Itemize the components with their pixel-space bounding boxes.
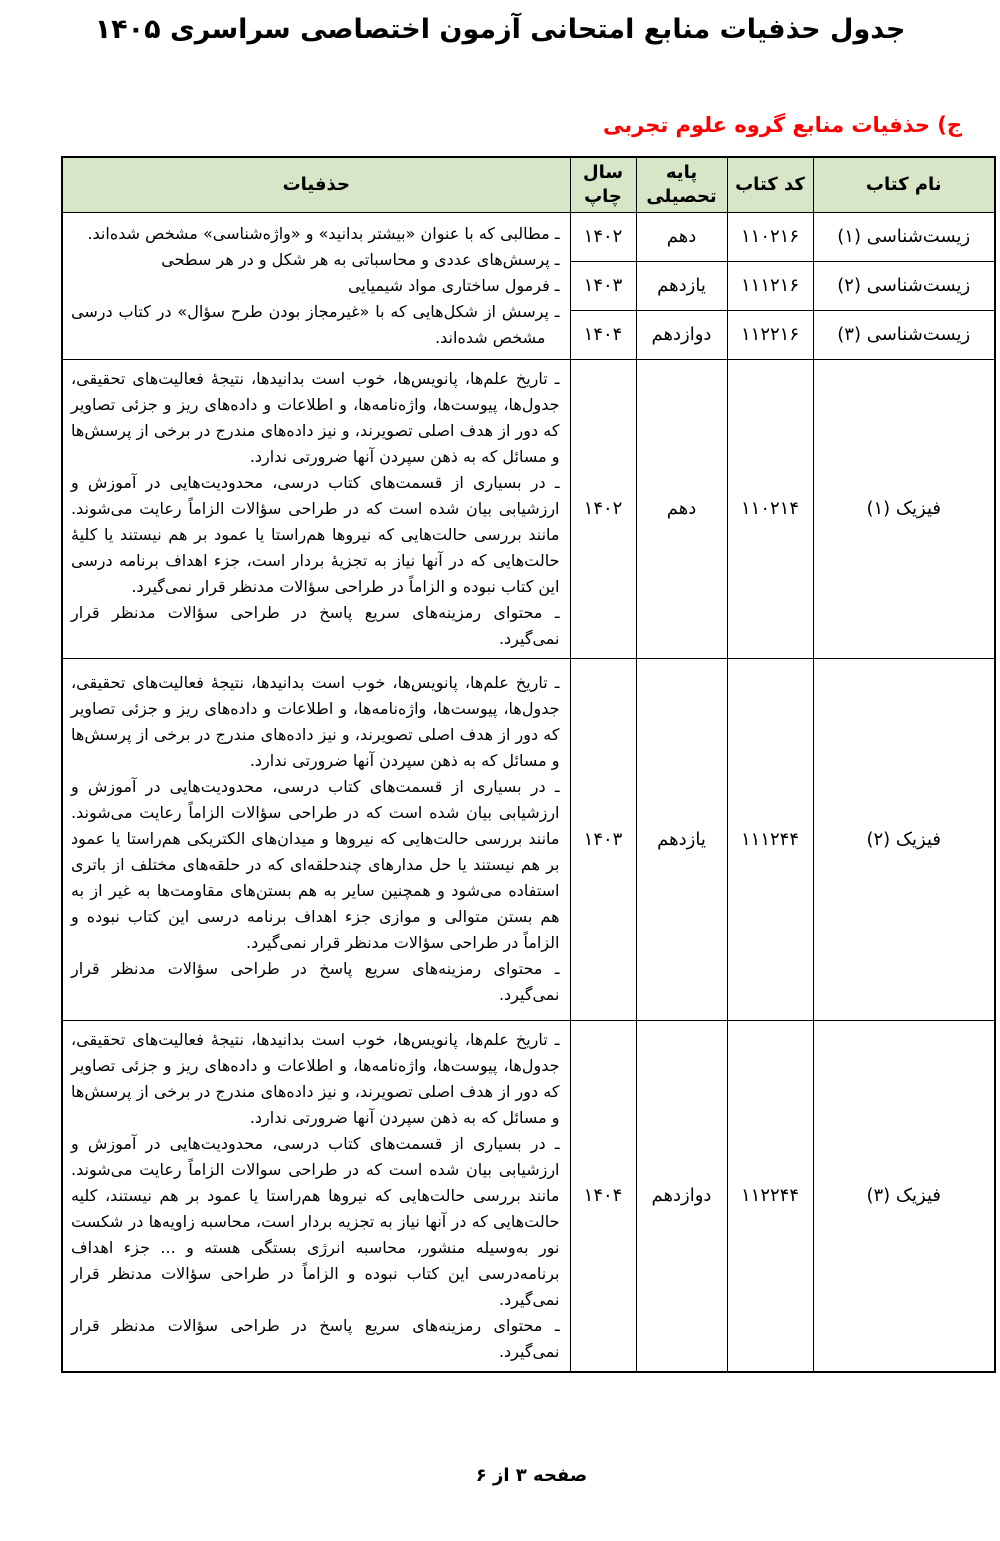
book-code-cell: ۱۱۱۲۱۶	[727, 261, 813, 310]
deletion-item: ـ فرمول ساختاری مواد شیمیایی	[348, 275, 560, 295]
deletion-item: ـ در بسیاری از قسمت‌های کتاب درسی، محدودیت‌هایی در آموزش و ارزشیابی بیان شده است که در طراحی سؤالات الزاماً رعایت می‌شوند. مانند بررسی حالت‌هایی که نیروها هم‌راستا یا عمود بر هم نیستند یا کلیهٔ حالت‌هایی که در آنها نیاز به تجزیهٔ بردار است، جزء اهداف برنامه درسی این کتاب نبوده و الزاماً در طراحی سؤالات مدنظر قرار نمی‌گیرد.	[71, 472, 560, 596]
book-code-cell: ۱۱۲۲۴۴	[727, 1020, 813, 1372]
column-header-book-code: کد کتاب	[727, 157, 813, 212]
book-name-cell: زیست‌شناسی (۱)	[813, 212, 995, 261]
print-year-cell: ۱۴۰۲	[570, 359, 636, 658]
book-name-cell: زیست‌شناسی (۳)	[813, 310, 995, 359]
deletion-item: ـ تاریخ علم‌ها، پانویس‌ها، خوب است بدانیدها، نتیجهٔ فعالیت‌های تحقیقی، جدول‌ها، پیوست‌ها، واژه‌نامه‌ها، و اطلاعات و داده‌های ریز و جزئی تصاویر که دور از هدف اصلی تصویرند، و نیز داده‌های مندرج در برخی از پرسش‌ها و مسائل که به ذهن سپردن آنها ضرورتی ندارد.	[71, 1029, 560, 1127]
table-row-biology-1	[62, 212, 995, 261]
deletion-item: ـ محتوای رمزینه‌های سریع پاسخ در طراحی سؤالات مدنظر قرار نمی‌گیرد.	[71, 602, 560, 648]
header-row	[62, 157, 995, 212]
grade-cell: دوازدهم	[636, 310, 727, 359]
column-header-grade: پایه تحصیلی	[636, 157, 727, 212]
book-code-cell: ۱۱۰۲۱۶	[727, 212, 813, 261]
page-title: جدول حذفیات منابع امتحانی آزمون اختصاصی سراسری ۱۴۰۵	[94, 14, 906, 45]
deletions-cell-physics-2	[62, 658, 570, 1020]
column-header-book-name: نام کتاب	[813, 157, 995, 212]
deletion-item: ـ پرسش‌های عددی و محاسباتی به هر شکل و در هر سطحی	[161, 249, 560, 269]
print-year-cell: ۱۴۰۲	[570, 212, 636, 261]
print-year-cell: ۱۴۰۳	[570, 261, 636, 310]
print-year-cell: ۱۴۰۴	[570, 310, 636, 359]
deletion-item: ـ محتوای رمزینه‌های سریع پاسخ در طراحی سؤالات مدنظر قرار نمی‌گیرد.	[71, 959, 560, 1004]
table-row-physics-2	[62, 658, 995, 1020]
sources-table	[61, 156, 996, 1373]
book-name-cell: فیزیک (۲)	[813, 658, 995, 1020]
column-header-deletions: حذفیات	[62, 157, 570, 212]
deletion-item: ـ پرسش از شکل‌هایی که با «غیرمجاز بودن طرح سؤال» در کتاب درسی مشخص شده‌اند.	[71, 301, 560, 347]
book-code-cell: ۱۱۰۲۱۴	[727, 359, 813, 658]
print-year-cell: ۱۴۰۴	[570, 1020, 636, 1372]
deletion-item: ـ تاریخ علم‌ها، پانویس‌ها، خوب است بدانیدها، نتیجهٔ فعالیت‌های تحقیقی، جدول‌ها، پیوست‌ها، واژه‌نامه‌ها، و اطلاعات و داده‌های ریز و جزئی تصاویر که دور از هدف اصلی تصویرند، و نیز داده‌های مندرج در برخی از پرسش‌ها و مسائل که به ذهن سپردن آنها ضرورتی ندارد.	[71, 673, 560, 770]
book-name-cell: فیزیک (۱)	[813, 359, 995, 658]
grade-cell: دهم	[636, 359, 727, 658]
grade-cell: یازدهم	[636, 261, 727, 310]
print-year-cell: ۱۴۰۳	[570, 658, 636, 1020]
book-name-cell: زیست‌شناسی (۲)	[813, 261, 995, 310]
deletion-item: ـ در بسیاری از قسمت‌های کتاب درسی، محدودیت‌هایی در آموزش و ارزشیابی بیان شده است که در طراحی سؤالات الزاماً رعایت می‌شوند. مانند بررسی حالت‌هایی که نیروها و میدان‌های الکتریکی هم‌راستا یا عمود بر هم نیستند یا حل مدارهای چندحلقه‌ای که در حلقه‌های مختلف از باتری استفاده می‌شود و همچنین سایر به هم بستن‌های مقاومت‌ها به غیر از به هم بستن متوالی و موازی جزء اهداف برنامه درسی این کتاب نبوده و الزاماً در طراحی سؤالات مدنظر قرار نمی‌گیرد.	[71, 777, 560, 952]
deletion-item: ـ تاریخ علم‌ها، پانویس‌ها، خوب است بدانیدها، نتیجهٔ فعالیت‌های تحقیقی، جدول‌ها، پیوست‌ها، واژه‌نامه‌ها، و اطلاعات و داده‌های ریز و جزئی تصاویر که دور از هدف اصلی تصویرند، و نیز داده‌های مندرج در برخی از پرسش‌ها و مسائل که به ذهن سپردن آنها ضرورتی ندارد.	[71, 368, 560, 466]
page-footer: صفحه ۳ از ۶	[475, 1465, 588, 1486]
column-header-print-year: سال چاپ	[570, 157, 636, 212]
book-name-cell: فیزیک (۳)	[813, 1020, 995, 1372]
deletion-item: ـ مطالبی که با عنوان «بیشتر بدانید» و «واژه‌شناسی» مشخص شده‌اند.	[87, 223, 560, 243]
table-row-physics-3	[62, 1020, 995, 1372]
book-code-cell: ۱۱۱۲۴۴	[727, 658, 813, 1020]
deletion-item: ـ در بسیاری از قسمت‌های کتاب درسی، محدودیت‌هایی در آموزش و ارزشیابی بیان شده است که در طراحی سوالات الزاماً رعایت می‌شوند. مانند بررسی حالت‌هایی که نیروها هم‌راستا یا عمود بر هم نیستند، کلیه حالت‌هایی که در آنها نیاز به تجزیه بردار است، محاسبه زاویه‌ها در شکست نور به‌وسیله منشور، محاسبه انرژی بستگی هسته و ... جزء اهداف برنامه‌درسی این کتاب نبوده و الزاماً در طراحی سؤالات مدنظر قرار نمی‌گیرد.	[71, 1133, 560, 1309]
deletions-cell-physics-3	[62, 1020, 570, 1372]
grade-cell: دهم	[636, 212, 727, 261]
deletions-cell-physics-1	[62, 359, 570, 658]
grade-cell: یازدهم	[636, 658, 727, 1020]
section-heading: ج) حذفیات منابع گروه علوم تجربی	[603, 113, 962, 137]
deletion-item: ـ محتوای رمزینه‌های سریع پاسخ در طراحی سؤالات مدنظر قرار نمی‌گیرد.	[71, 1315, 560, 1361]
grade-cell: دوازدهم	[636, 1020, 727, 1372]
book-code-cell: ۱۱۲۲۱۶	[727, 310, 813, 359]
deletions-cell-biology	[62, 212, 570, 359]
table-row-physics-1	[62, 359, 995, 658]
